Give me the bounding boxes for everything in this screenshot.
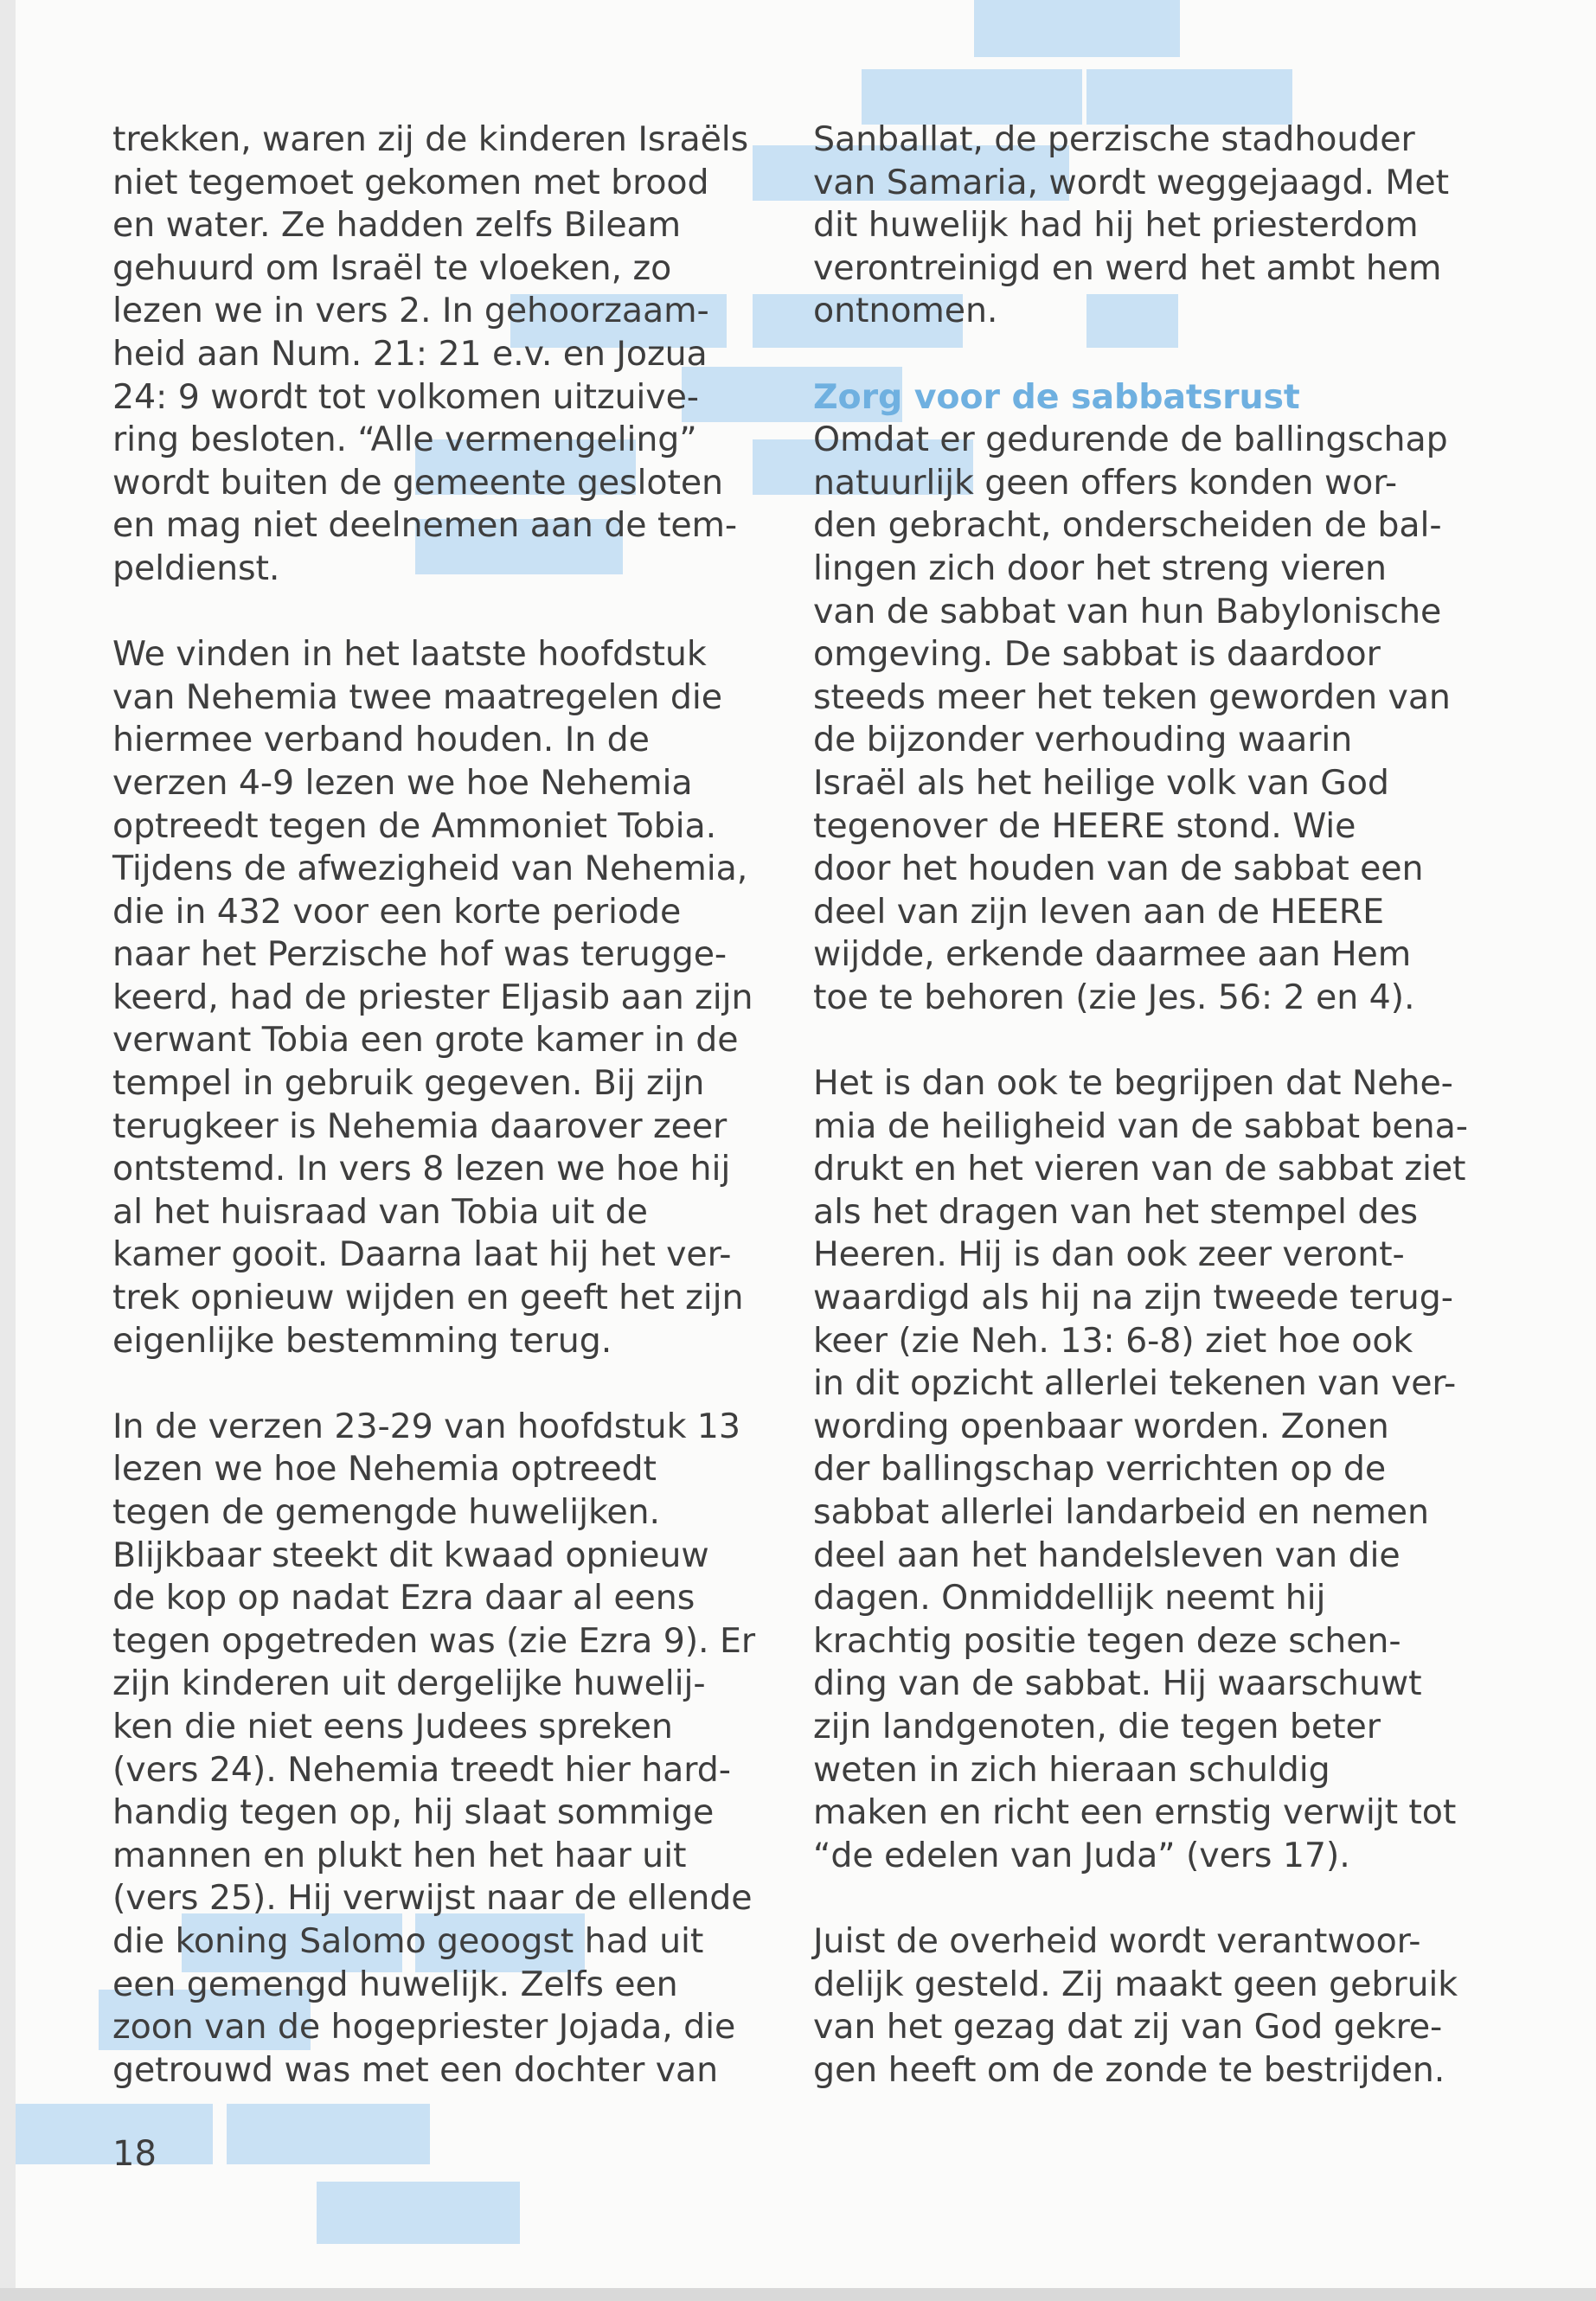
- page-number: 18: [112, 2134, 157, 2174]
- text-line: “de edelen van Juda” (vers 17).: [813, 1835, 1350, 1875]
- text-line: handig tegen op, hij slaat sommige: [112, 1792, 715, 1833]
- text-line: ontstemd. In vers 8 lezen we hoe hij: [112, 1149, 731, 1189]
- text-line: sabbat allerlei landarbeid en nemen: [813, 1492, 1429, 1532]
- text-line: omgeving. De sabbat is daardoor: [813, 634, 1381, 675]
- text-line: verzen 4-9 lezen we hoe Nehemia: [112, 762, 693, 803]
- text-line: tempel in gebruik gegeven. Bij zijn: [112, 1063, 705, 1104]
- text-line: maken en richt een ernstig verwijt tot: [813, 1792, 1457, 1833]
- text-line: weten in zich hieraan schuldig: [813, 1749, 1330, 1790]
- text-line: door het houden van de sabbat een: [813, 849, 1424, 889]
- text-line: We vinden in het laatste hoofdstuk: [112, 634, 707, 675]
- decorative-block: [862, 69, 1082, 125]
- text-line: van de sabbat van hun Babylonische: [813, 591, 1442, 631]
- text-line: Omdat er gedurende de ballingschap: [813, 420, 1448, 460]
- text-line: die koning Salomo geoogst had uit: [112, 1920, 704, 1961]
- text-line: wijdde, erkende daarmee aan Hem: [813, 934, 1412, 975]
- text-line: die in 432 voor een korte periode: [112, 891, 682, 932]
- text-line: naar het Perzische hof was terugge-: [112, 934, 727, 975]
- text-line: lezen we hoe Nehemia optreedt: [112, 1449, 657, 1490]
- text-line: 24: 9 wordt tot volkomen uitzuive-: [112, 376, 699, 417]
- text-line: gehuurd om Israël te vloeken, zo: [112, 247, 672, 288]
- paragraph: [112, 633, 753, 1362]
- text-line: In de verzen 23-29 van hoofdstuk 13: [112, 1406, 740, 1446]
- text-line: trekken, waren zij de kinderen Israëls: [112, 119, 749, 159]
- text-line: ding van de sabbat. Hij waarschuwt: [813, 1663, 1422, 1704]
- text-line: zoon van de hogepriester Jojada, die: [112, 2007, 736, 2048]
- text-line: peldienst.: [112, 548, 280, 588]
- text-line: een gemengd huwelijk. Zelfs een: [112, 1964, 678, 2004]
- text-line: mia de heiligheid van de sabbat bena-: [813, 1106, 1468, 1146]
- text-line: den gebracht, onderscheiden de bal-: [813, 505, 1442, 546]
- text-line: de bijzonder verhouding waarin: [813, 720, 1353, 760]
- text-line: Blijkbaar steekt dit kwaad opnieuw: [112, 1535, 709, 1575]
- page-bottom-edge: [0, 2288, 1596, 2301]
- text-line: Het is dan ook te begrijpen dat Nehe-: [813, 1063, 1453, 1104]
- text-line: steeds meer het teken geworden van: [813, 676, 1451, 717]
- decorative-block: [1086, 69, 1292, 125]
- text-line: krachtig positie tegen deze schen-: [813, 1620, 1401, 1661]
- text-line: Juist de overheid wordt verantwoor-: [813, 1920, 1421, 1961]
- text-line: al het huisraad van Tobia uit de: [112, 1191, 648, 1232]
- text-line: mannen en plukt hen het haar uit: [112, 1835, 687, 1875]
- decorative-block: [317, 2182, 520, 2244]
- text-line: ontnomen.: [813, 291, 998, 331]
- text-line: optreedt tegen de Ammoniet Tobia.: [112, 805, 717, 846]
- text-line: van Samaria, wordt weggejaagd. Met: [813, 162, 1449, 202]
- text-line: der ballingschap verrichten op de: [813, 1449, 1387, 1490]
- text-line: de kop op nadat Ezra daar al eens: [112, 1578, 695, 1618]
- paragraph: [813, 1062, 1468, 1877]
- text-line: en water. Ze hadden zelfs Bileam: [112, 205, 681, 246]
- text-line: heid aan Num. 21: 21 e.v. en Jozua: [112, 333, 708, 374]
- text-line: drukt en het vieren van de sabbat ziet: [813, 1149, 1466, 1189]
- text-line: Israël als het heilige volk van God: [813, 762, 1389, 803]
- text-line: van het gezag dat zij van God gekre-: [813, 2007, 1443, 2048]
- paragraph: [813, 1920, 1458, 2092]
- text-line: lingen zich door het streng vieren: [813, 548, 1387, 588]
- decorative-block: [227, 2104, 430, 2164]
- text-line: als het dragen van het stempel des: [813, 1191, 1419, 1232]
- left-column: [112, 119, 753, 2092]
- text-line: dagen. Onmiddellijk neemt hij: [813, 1578, 1326, 1618]
- text-line: zijn kinderen uit dergelijke huwelij-: [112, 1663, 706, 1704]
- paragraph: [112, 1406, 753, 2093]
- text-line: van Nehemia twee maatregelen die: [112, 676, 722, 717]
- text-line: tegen de gemengde huwelijken.: [112, 1492, 660, 1532]
- text-line: wordt buiten de gemeente gesloten: [112, 462, 723, 503]
- text-line: verwant Tobia een grote kamer in de: [112, 1020, 739, 1061]
- text-line: toe te behoren (zie Jes. 56: 2 en 4).: [813, 977, 1415, 1017]
- text-line: wording openbaar worden. Zonen: [813, 1406, 1389, 1446]
- text-line: hiermee verband houden. In de: [112, 720, 650, 760]
- text-line: Sanballat, de perzische stadhouder: [813, 119, 1415, 159]
- paragraph: [813, 419, 1453, 1019]
- text-line: deel aan het handelsleven van die: [813, 1535, 1401, 1575]
- text-line: (vers 24). Nehemia treedt hier hard-: [112, 1749, 731, 1790]
- right-column: [813, 119, 1468, 2092]
- text-line: keer (zie Neh. 13: 6-8) ziet hoe ook: [813, 1320, 1413, 1361]
- text-line: tegenover de HEERE stond. Wie: [813, 805, 1356, 846]
- paragraph: [813, 119, 1453, 333]
- text-line: deel van zijn leven aan de HEERE: [813, 891, 1384, 932]
- text-line: kamer gooit. Daarna laat hij het ver-: [112, 1234, 732, 1275]
- text-line: Tijdens de afwezigheid van Nehemia,: [112, 849, 748, 889]
- text-line: getrouwd was met een dochter van: [112, 2049, 719, 2090]
- text-line: dit huwelijk had hij het priesterdom: [813, 205, 1419, 246]
- paragraph: [112, 119, 753, 591]
- text-line: delijk gesteld. Zij maakt geen gebruik: [813, 1964, 1458, 2004]
- text-line: gen heeft om de zonde te bestrijden.: [813, 2049, 1445, 2090]
- text-line: Heeren. Hij is dan ook zeer veront-: [813, 1234, 1405, 1275]
- text-line: keerd, had de priester Eljasib aan zijn: [112, 977, 753, 1017]
- section-heading: Zorg voor de sabbatsrust: [813, 376, 1300, 417]
- text-line: trek opnieuw wijden en geeft het zijn: [112, 1278, 744, 1318]
- text-line: natuurlijk geen offers konden wor-: [813, 462, 1397, 503]
- text-line: lezen we in vers 2. In gehoorzaam-: [112, 291, 709, 331]
- text-line: zijn landgenoten, die tegen beter: [813, 1706, 1381, 1747]
- text-line: tegen opgetreden was (zie Ezra 9). Er: [112, 1620, 755, 1661]
- book-page: [16, 0, 1596, 2288]
- text-line: eigenlijke bestemming terug.: [112, 1320, 612, 1361]
- text-line: terugkeer is Nehemia daarover zeer: [112, 1106, 727, 1146]
- text-line: waardigd als hij na zijn tweede terug-: [813, 1278, 1453, 1318]
- text-line: in dit opzicht allerlei tekenen van ver-: [813, 1363, 1457, 1404]
- text-line: ken die niet eens Judees spreken: [112, 1706, 673, 1747]
- text-line: en mag niet deelnemen aan de tem-: [112, 505, 738, 546]
- text-line: ring besloten. “Alle vermengeling”: [112, 420, 697, 460]
- decorative-block: [974, 0, 1180, 57]
- text-line: verontreinigd en werd het ambt hem: [813, 247, 1442, 288]
- text-line: (vers 25). Hij verwijst naar de ellende: [112, 1878, 753, 1919]
- text-line: niet tegemoet gekomen met brood: [112, 162, 709, 202]
